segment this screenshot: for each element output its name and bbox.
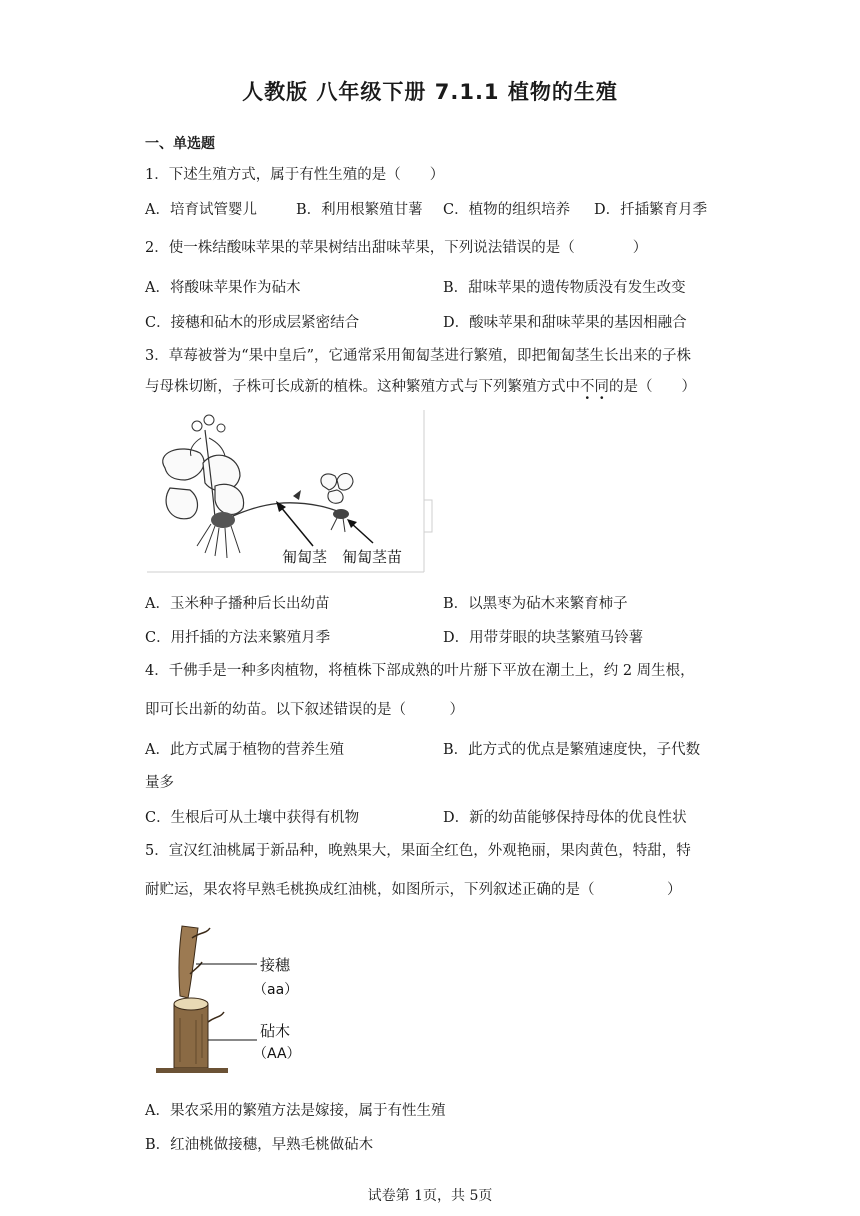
question-3-stem-line2: 与母株切断，子株可长成新的植株。这种繁殖方式与下列繁殖方式中不同的是（ ） xyxy=(145,379,696,395)
section-heading: 一、单选题 xyxy=(145,136,215,152)
q4-option-b-continued: 量多 xyxy=(145,775,174,791)
page-footer: 试卷第 1页，共 5页 xyxy=(367,1188,493,1204)
q1-option-d: D．扦插繁育月季 xyxy=(594,202,708,218)
q4-option-b: B．此方式的优点是繁殖速度快，子代数 xyxy=(443,742,701,758)
page-title: 人教版 八年级下册 7.1.1 植物的生殖 xyxy=(242,80,618,104)
q4-option-c: C．生根后可从土壤中获得有机物 xyxy=(145,810,360,826)
q2-option-d: D．酸味苹果和甜味苹果的基因相融合 xyxy=(443,315,687,331)
question-3-stem-line1: 3．草莓被誉为“果中皇后”，它通常采用匍匐茎进行繁殖，即把匍匐茎生长出来的子株 xyxy=(145,348,692,364)
label-scion-genotype: （aa） xyxy=(253,982,299,998)
grafting-figure xyxy=(152,918,342,1082)
q3-option-c: C．用扦插的方法来繁殖月季 xyxy=(145,630,331,646)
q4-option-d: D．新的幼苗能够保持母体的优良性状 xyxy=(443,810,687,826)
q1-option-b: B．利用根繁殖甘薯 xyxy=(296,202,423,218)
label-scion: 接穗 xyxy=(260,956,291,974)
q2-option-c: C．接穗和砧木的形成层紧密结合 xyxy=(145,315,360,331)
strawberry-runner-figure xyxy=(145,408,445,580)
q3-option-a: A．玉米种子播种后长出幼苗 xyxy=(145,596,330,612)
label-runner: 匍匐茎 xyxy=(282,548,328,566)
q1-option-c: C．植物的组织培养 xyxy=(443,202,571,218)
question-5-stem-line1: 5．宣汉红油桃属于新品种，晚熟果大，果面全红色，外观艳丽，果肉黄色，特甜，特 xyxy=(145,843,691,859)
question-2-stem: 2．使一株结酸味苹果的苹果树结出甜味苹果，下列说法错误的是（ ） xyxy=(145,240,648,256)
label-rootstock: 砧木 xyxy=(260,1022,291,1040)
q5-option-b: B．红油桃做接穗，早熟毛桃做砧木 xyxy=(145,1137,374,1153)
q2-option-a: A．将酸味苹果作为砧木 xyxy=(145,280,301,296)
question-4-stem-line2: 即可长出新的幼苗。以下叙述错误的是（ ） xyxy=(145,702,464,718)
q1-option-a: A．培育试管婴儿 xyxy=(145,202,257,218)
question-4-stem-line1: 4．千佛手是一种多肉植物，将植株下部成熟的叶片掰下平放在潮土上，约 2 周生根， xyxy=(145,663,695,679)
question-5-stem-line2: 耐贮运，果农将早熟毛桃换成红油桃，如图所示，下列叙述正确的是（ ） xyxy=(145,882,682,898)
label-rootstock-genotype: （AA） xyxy=(253,1046,301,1062)
q3-option-b: B．以黑枣为砧木来繁育柿子 xyxy=(443,596,628,612)
q5-option-a: A．果农采用的繁殖方法是嫁接，属于有性生殖 xyxy=(145,1103,446,1119)
q3-option-d: D．用带芽眼的块茎繁殖马铃薯 xyxy=(443,630,644,646)
label-runner-seedling: 匍匐茎苗 xyxy=(342,548,403,566)
emphasis-char-1: 不 xyxy=(580,379,595,395)
question-1-stem: 1．下述生殖方式，属于有性生殖的是（ ） xyxy=(145,167,445,183)
q4-option-a: A．此方式属于植物的营养生殖 xyxy=(145,742,344,758)
q2-option-b: B．甜味苹果的遗传物质没有发生改变 xyxy=(443,280,686,296)
emphasis-char-2: 同 xyxy=(594,379,609,395)
